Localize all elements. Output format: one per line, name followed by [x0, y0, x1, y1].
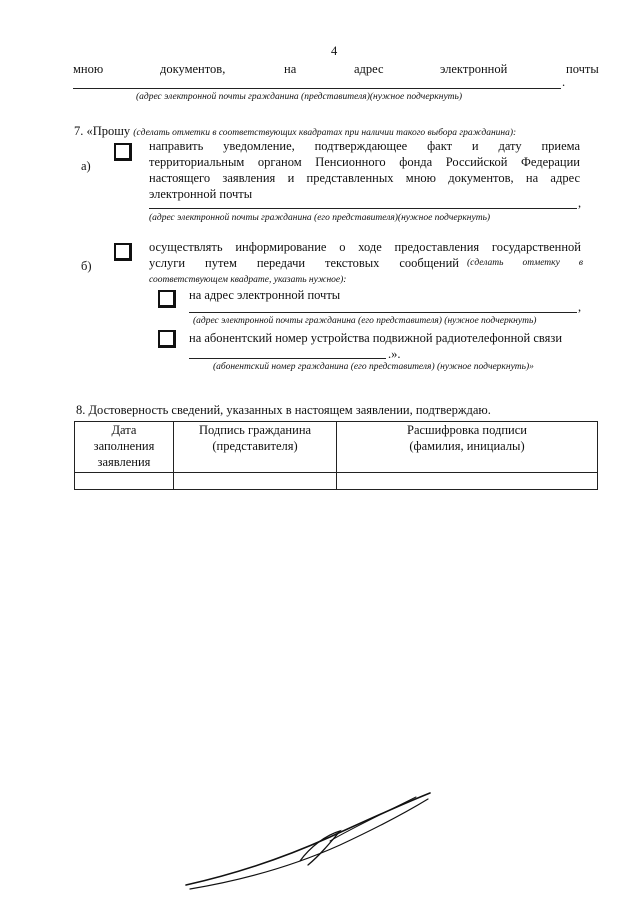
intro-word-1: мною: [73, 62, 104, 76]
header-date-line-3: заявления: [97, 455, 151, 469]
header-name-line-1: Расшифровка подписи: [407, 423, 527, 437]
signature-cell[interactable]: [174, 473, 337, 490]
option-a-line-2: территориальным органом Пенсионного фонда Российской Федерации: [149, 155, 580, 169]
item7-heading-text: 7. «Прошу: [74, 124, 131, 138]
intro-end-mark: .: [562, 75, 566, 89]
sub-phone-checkbox[interactable]: [158, 330, 176, 348]
intro-word-3: на: [284, 62, 297, 76]
header-signature: [174, 422, 337, 473]
intro-word-2: документов,: [160, 62, 226, 76]
sub-email-end-mark: ,: [578, 300, 582, 314]
item7-heading: [74, 124, 516, 139]
option-b-checkbox[interactable]: [114, 243, 132, 261]
option-a-checkbox[interactable]: [114, 143, 132, 161]
option-b-line-2-text: услуги путем передачи текстовых сообщений: [149, 256, 459, 270]
header-signature-line-1: Подпись гражданина: [198, 423, 312, 437]
header-date: [75, 422, 174, 473]
date-cell[interactable]: [75, 473, 174, 490]
item8-text: 8. Достоверность сведений, указанных в настоящем заявлении, подтверждаю.: [76, 403, 491, 417]
sub-email-note: (адрес электронной почты гражданина (его представителя) (нужное подчеркнуть): [193, 316, 537, 326]
signature-table-header: [75, 422, 598, 473]
option-b-marker: б): [81, 259, 92, 273]
sub-phone-line[interactable]: [189, 358, 386, 359]
header-date-line-2: заполнения: [93, 439, 155, 453]
option-a-line-1: направить уведомление, подтверждающее факт и дату приема: [149, 139, 580, 153]
intro-word-6: почты: [566, 62, 599, 76]
item7-heading-note: (сделать отметки в соответствующих квадратах при наличии такого выбора гражданина):: [133, 128, 517, 138]
header-name-line-2: (фамилия, инициалы): [409, 439, 525, 453]
option-b-line-1: осуществлять информирование о ходе предоставления государственной: [149, 240, 581, 254]
page-number: 4: [331, 44, 338, 58]
sub-email-checkbox[interactable]: [158, 290, 176, 308]
header-name: [337, 422, 598, 473]
option-a-note: (адрес электронной почты гражданина (его представителя)(нужное подчеркнуть): [149, 213, 491, 223]
header-signature-line-2: (представителя): [212, 439, 298, 453]
option-a-line-4: электронной почты: [149, 187, 253, 201]
header-date-line-1: Дата: [111, 423, 137, 437]
sub-email-line[interactable]: [189, 312, 577, 313]
sub-phone-end-mark: .».: [388, 347, 401, 361]
option-a-line-3: настоящего заявления и представленных мною документов, на адрес: [149, 171, 580, 185]
option-b-line-2-note: (сделать отметку в: [467, 258, 583, 268]
option-b-line-3-note: соответствующем квадрате, указать нужное):: [149, 275, 347, 285]
sub-email-label: на адрес электронной почты: [189, 288, 341, 302]
option-b-line-2: [149, 256, 583, 271]
option-a-marker: а): [81, 159, 91, 173]
sub-phone-note: (абонентский номер гражданина (его представителя) (нужное подчеркнуть)»: [213, 362, 534, 372]
name-cell[interactable]: [337, 473, 598, 490]
table-row: [75, 473, 598, 490]
sub-phone-label: на абонентский номер устройства подвижной радиотелефонной связи: [189, 331, 563, 345]
handwritten-signature: [180, 785, 440, 895]
intro-note: (адрес электронной почты гражданина (представителя)(нужное подчеркнуть): [136, 92, 463, 102]
signature-table: [74, 421, 598, 490]
option-a-end-mark: ,: [578, 196, 582, 210]
intro-word-5: электронной: [440, 62, 508, 76]
intro-email-line[interactable]: [73, 88, 561, 89]
option-a-email-line[interactable]: [149, 208, 577, 209]
intro-word-4: адрес: [354, 62, 384, 76]
